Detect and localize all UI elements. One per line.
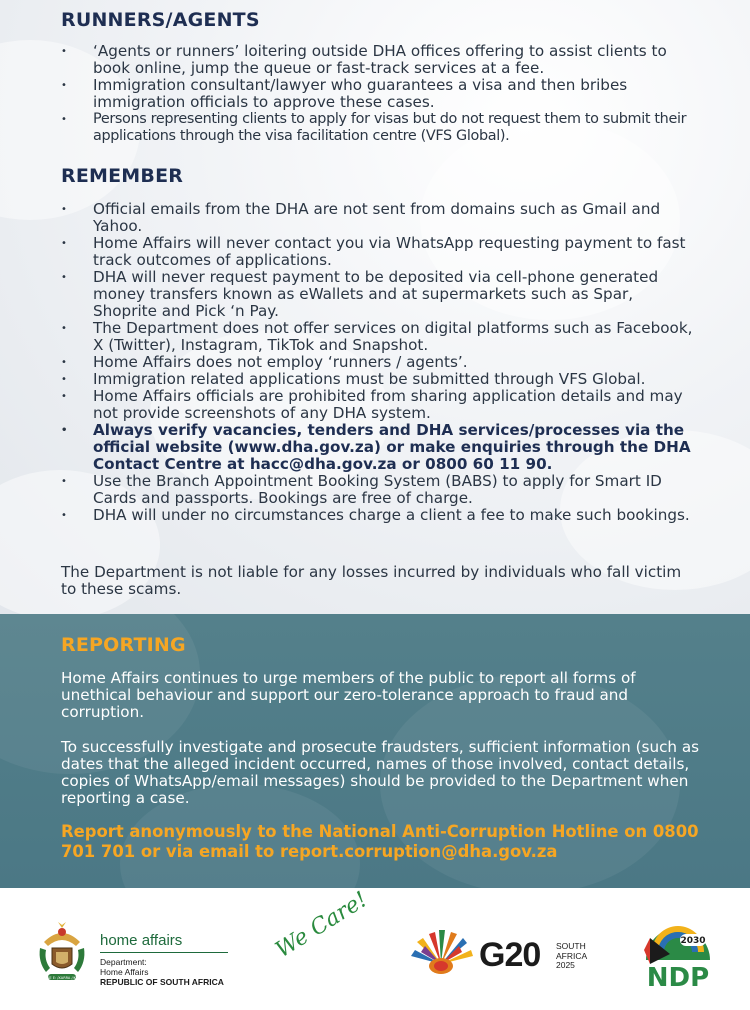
coat-of-arms-icon (34, 922, 90, 986)
department-name: home affairs (100, 932, 183, 949)
list-item: • Home Affairs will never contact you via WhatsApp requesting payment to fast track outcomes of applications. (61, 235, 701, 269)
reporting-section (0, 614, 750, 888)
g20-logo-text: G20 (479, 936, 541, 974)
reporting-heading: REPORTING (61, 634, 186, 656)
divider (100, 952, 228, 953)
department-line: Department: (100, 957, 147, 967)
disclaimer-text: The Department is not liable for any losses incurred by individuals who fall victim to these scams. (61, 563, 682, 598)
g20-subtitle: SOUTH AFRICA 2025 (556, 941, 588, 970)
ndp-text: NDP (646, 963, 710, 992)
list-item-highlight: • Always verify vacancies, tenders and DHA services/processes via the official website (www.dha.gov.za) or make enquiries through the DHA Contact Centre at hacc@dha.gov.za or 0800 60 11 90. (61, 422, 701, 473)
list-item: • DHA will under no circumstances charge a client a fee to make such bookings. (61, 507, 701, 524)
ndp-year: 2030 (680, 936, 706, 946)
department-logo (100, 932, 228, 987)
remember-list (61, 201, 701, 524)
reporting-paragraph-2: To successfully investigate and prosecute fraudsters, sufficient information (such as dates that the alleged incident occurred, names of those involved, contact details, copies of WhatsApp/email messages) should be provided to the Department when reporting a case. (61, 738, 700, 807)
protea-flower-icon (405, 928, 477, 978)
list-item: • Home Affairs does not employ ‘runners / agents’. (61, 354, 701, 371)
list-item: • Immigration consultant/lawyer who guarantees a visa and then bribes immigration officials to approve these cases. (61, 77, 701, 111)
list-item: • ‘Agents or runners’ loitering outside DHA offices offering to assist clients to book online, jump the queue or fast-track services at a fee. (61, 43, 701, 77)
department-line: Home Affairs (100, 967, 149, 977)
list-item: • Home Affairs officials are prohibited from sharing application details and may not provide screenshots of any DHA system. (61, 388, 701, 422)
list-item: • Immigration related applications must be submitted through VFS Global. (61, 371, 701, 388)
runners-heading: RUNNERS/AGENTS (61, 9, 260, 31)
list-item: • The Department does not offer services on digital platforms such as Facebook, X (Twitter), Instagram, TikTok and Snapshot. (61, 320, 701, 354)
department-country: REPUBLIC OF SOUTH AFRICA (100, 977, 224, 987)
hotline-text: Report anonymously to the National Anti-Corruption Hotline on 0800 701 701 or via email to report.corruption@dha.gov.za (61, 822, 699, 861)
list-item: • DHA will never request payment to be deposited via cell-phone generated money transfers known as eWallets and at supermarkets such as Spar, Shoprite and Pick ‘n Pay. (61, 269, 701, 320)
remember-heading: REMEMBER (61, 165, 184, 187)
runners-list (61, 43, 701, 145)
svg-text:!KE E: /XARRA //KE: !KE E: /XARRA //KE (45, 976, 79, 980)
ndp-2030-logo-icon (640, 920, 716, 992)
list-item: • Official emails from the DHA are not sent from domains such as Gmail and Yahoo. (61, 201, 701, 235)
footer-logos (0, 888, 750, 1010)
reporting-paragraph-1: Home Affairs continues to urge members of the public to report all forms of unethical behaviour and support our zero-tolerance approach to fraud and corruption. (61, 669, 636, 721)
list-item: • Persons representing clients to apply for visas but do not request them to submit their applications through the visa facilitation centre (VFS Global). (61, 111, 701, 145)
we-care-slogan: We Care! (271, 887, 373, 964)
list-item: • Use the Branch Appointment Booking System (BABS) to apply for Smart ID Cards and passports. Bookings are free of charge. (61, 473, 701, 507)
